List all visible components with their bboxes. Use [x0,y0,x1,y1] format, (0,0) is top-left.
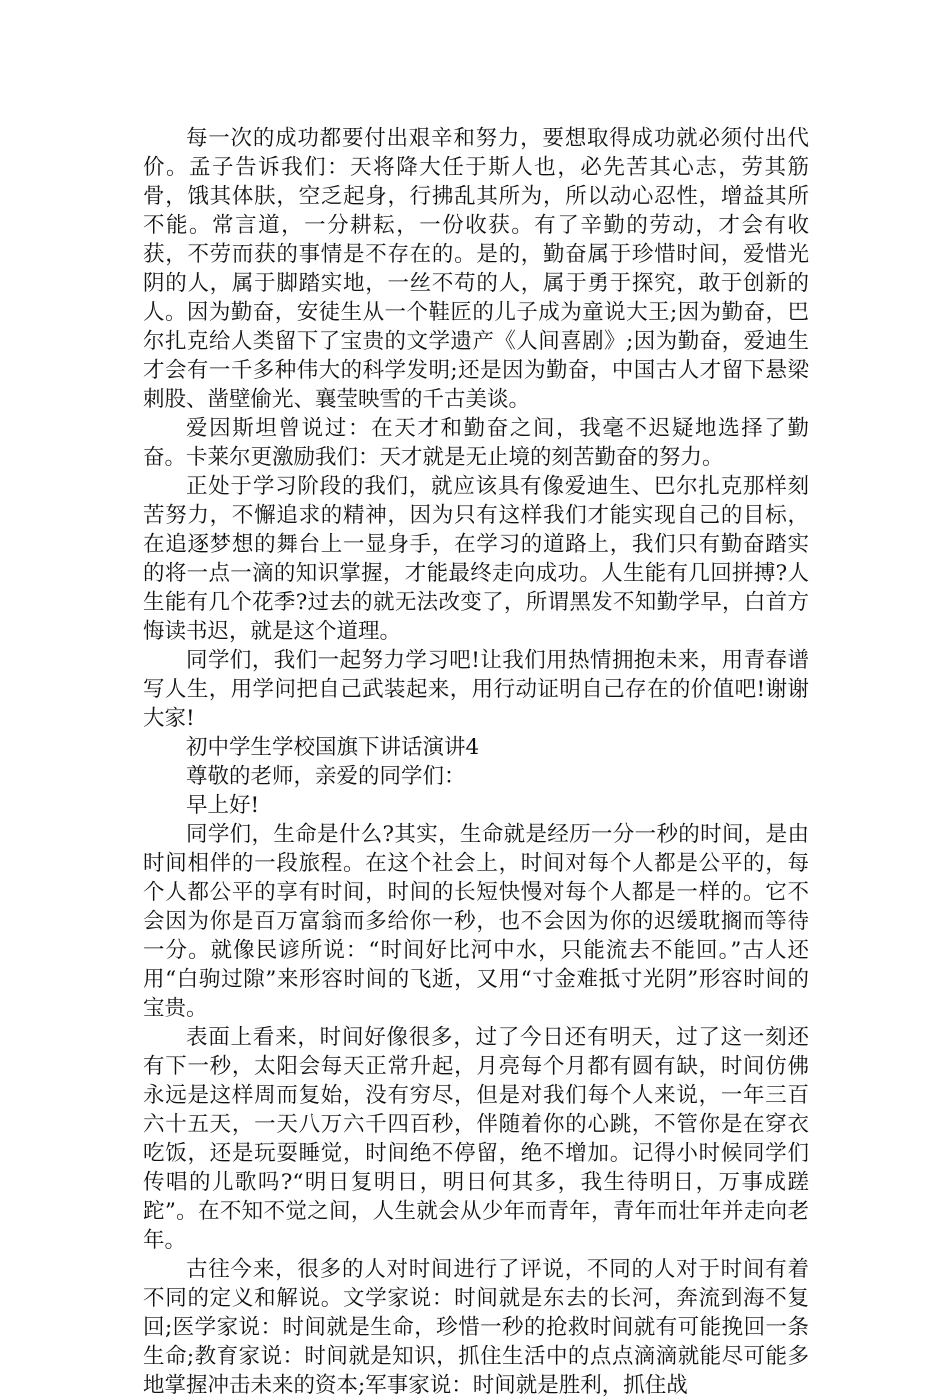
paragraph-study-stage: 正处于学习阶段的我们，就应该具有像爱迪生、巴尔扎克那样刻苦努力，不懈追求的精神，因为只有这样我们才能实现自己的目标，在追逐梦想的舞台上一显身手，在学习的道路上，我们只有勤奋踏实的将一点一滴的知识掌握，才能最终走向成功。人生能有几回拼搏?人生能有几个花季?过去的就无法改变了，所谓黑发不知勤学早，白首方悔读书迟，就是这个道理。 [143,474,809,644]
paragraph-einstein: 爱因斯坦曾说过：在天才和勤奋之间，我毫不迟疑地选择了勤奋。卡莱尔更激励我们：天才就是无止境的刻苦勤奋的努力。 [143,416,809,470]
paragraph-life-time: 同学们，生命是什么?其实，生命就是经历一分一秒的时间，是由时间相伴的一段旅程。在这个社会上，时间对每个人都是公平的，每个人都公平的享有时间，时间的长短快慢对每个人都是一样的。它不会因为你是百万富翁而多给你一秒，也不会因为你的迟缓耽搁而等待一分。就像民谚所说：“时间好比河中水，只能流去不能回。”古人还用“白驹过隙”来形容时间的飞逝，又用“寸金难抵寸光阴”形容时间的宝贵。 [143,822,809,1021]
greeting: 早上好! [186,793,260,818]
paragraph-time-passing: 表面上看来，时间好像很多，过了今日还有明天，过了这一刻还有下一秒，太阳会每天正常升起，月亮每个月都有圆有缺，时间仿佛永远是这样周而复始，没有穷尽，但是对我们每个人来说，一年三百六十五天，一天八万六千四百秒，伴随着你的心跳，不管你是在穿衣吃饭，还是玩耍睡觉，时间绝不停留，绝不增加。记得小时候同学们传唱的儿歌吗?“明日复明日，明日何其多，我生待明日，万事成蹉跎”。在不知不觉之间，人生就会从少年而青年，青年而壮年并走向老年。 [143,1025,809,1253]
salutation: 尊敬的老师，亲爱的同学们： [186,764,466,789]
document-page [143,124,809,1400]
speech-title: 初中学生学校国旗下讲话演讲4 [186,735,480,760]
paragraph-time-definitions: 古往今来，很多的人对时间进行了评说，不同的人对于时间有着不同的定义和解说。文学家说：时间就是东去的长河，奔流到海不复回;医学家说：时间就是生命，珍惜一秒的抢救时间就有可能挽回一条生命;教育家说：时间就是知识，抓住生活中的点点滴滴就能尽可能多地掌握冲击未来的资本;军事家说：时间就是胜利，抓住战 [143,1257,809,1398]
paragraph-diligence: 每一次的成功都要付出艰辛和努力，要想取得成功就必须付出代价。孟子告诉我们：天将降大任于斯人也，必先苦其心志，劳其筋骨，饿其体肤，空乏起身，行拂乱其所为，所以动心忍性，增益其所不能。常言道，一分耕耘，一份收获。有了辛勤的劳动，才会有收获，不劳而获的事情是不存在的。是的，勤奋属于珍惜时间，爱惜光阴的人，属于脚踏实地，一丝不苟的人，属于勇于探究，敢于创新的人。因为勤奋，安徒生从一个鞋匠的儿子成为童说大王;因为勤奋，巴尔扎克给人类留下了宝贵的文学遗产《人间喜剧》;因为勤奋，爱迪生才会有一千多种伟大的科学发明;还是因为勤奋，中国古人才留下悬梁刺股、凿壁偷光、襄莹映雪的千古美谈。 [143,126,809,412]
paragraph-closing-thanks: 同学们，我们一起努力学习吧!让我们用热情拥抱未来，用青春谱写人生，用学问把自己武装起来，用行动证明自己存在的价值吧!谢谢大家! [143,648,809,731]
